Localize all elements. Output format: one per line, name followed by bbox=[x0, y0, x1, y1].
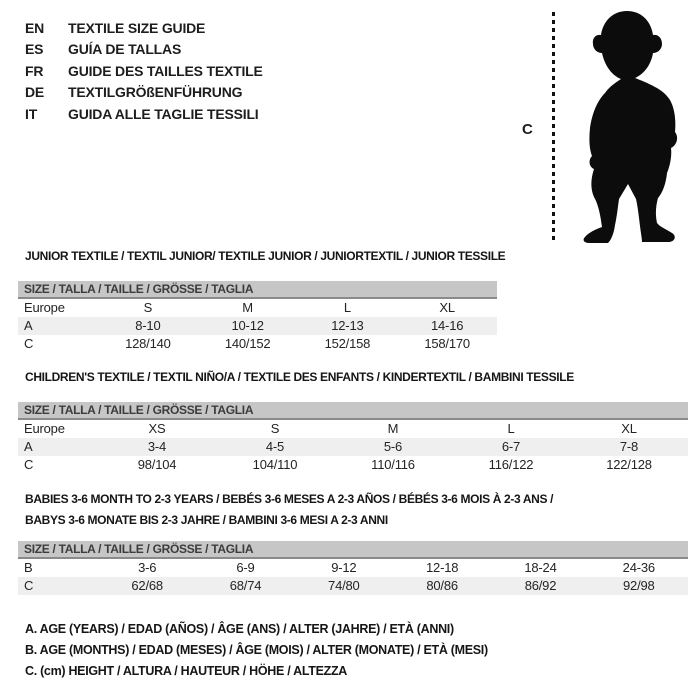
size-cell: 12-13 bbox=[331, 318, 364, 333]
table-row-height bbox=[18, 577, 688, 595]
size-cell: 68/74 bbox=[229, 578, 262, 593]
babies-textile-title bbox=[18, 489, 688, 531]
size-cell: L bbox=[507, 421, 515, 436]
junior-textile-title: JUNIOR TEXTILE / TEXTIL JUNIOR/ TEXTILE JUNIOR / JUNIORTEXTIL / JUNIOR TESSILE bbox=[25, 249, 506, 263]
size-cell: XL bbox=[621, 421, 637, 436]
height-measure-label: C bbox=[522, 121, 533, 138]
table-row-height bbox=[18, 456, 688, 474]
row-label: Europe bbox=[24, 300, 65, 315]
babies-title-line1: BABIES 3-6 MONTH TO 2-3 YEARS / BEBÉS 3-6 MESES A 2-3 AÑOS / BÉBÉS 3-6 MOIS À 2-3 ANS / bbox=[25, 492, 554, 506]
size-cell: 104/110 bbox=[252, 457, 298, 472]
footnote-age-months: B. AGE (MONTHS) / EDAD (MESES) / ÂGE (MOIS) / ALTER (MONATE) / ETÀ (MESI) bbox=[25, 643, 488, 657]
size-cell: L bbox=[343, 300, 351, 315]
lang-label: GUIDA ALLE TAGLIE TESSILI bbox=[68, 105, 259, 122]
junior-textile-section bbox=[18, 249, 506, 353]
size-cell: M bbox=[242, 300, 253, 315]
lang-row-it bbox=[25, 103, 263, 125]
row-label: C bbox=[24, 457, 34, 472]
size-cell: 140/152 bbox=[224, 336, 271, 351]
lang-row-fr bbox=[25, 60, 263, 82]
table-row-age-months bbox=[18, 559, 688, 577]
babies-title-line2: BABYS 3-6 MONATE BIS 2-3 JAHRE / BAMBINI 3-6 MESI A 2-3 ANNI bbox=[25, 513, 388, 527]
footnote-age-years: A. AGE (YEARS) / EDAD (AÑOS) / ÂGE (ANS) / ALTER (JAHRE) / ETÀ (ANNI) bbox=[25, 622, 454, 636]
row-label: C bbox=[24, 336, 34, 351]
size-cell: 86/92 bbox=[524, 578, 557, 593]
lang-row-en bbox=[25, 17, 263, 39]
lang-label: GUIDE DES TAILLES TEXTILE bbox=[68, 62, 263, 79]
size-cell: 152/158 bbox=[324, 336, 371, 351]
size-cell: 18-24 bbox=[524, 560, 557, 575]
size-cell: 128/140 bbox=[125, 336, 171, 351]
size-cell: S bbox=[270, 421, 280, 436]
size-cell: M bbox=[387, 421, 399, 436]
size-cell: 74/80 bbox=[328, 578, 360, 593]
childrens-textile-section bbox=[18, 370, 688, 474]
lang-label: GUÍA DE TALLAS bbox=[68, 41, 182, 58]
row-label: Europe bbox=[24, 421, 65, 436]
table-row-age-years bbox=[18, 438, 688, 456]
babies-textile-section bbox=[18, 489, 688, 595]
size-cell: 5-6 bbox=[383, 439, 403, 454]
lang-row-de bbox=[25, 82, 263, 104]
size-cell: 92/98 bbox=[623, 578, 655, 593]
row-label: A bbox=[24, 318, 33, 333]
size-header-band: SIZE / TALLA / TAILLE / GRÖSSE / TAGLIA bbox=[18, 541, 688, 559]
lang-code: DE bbox=[25, 84, 45, 101]
childrens-size-table bbox=[18, 402, 688, 474]
table-row-europe bbox=[18, 420, 688, 438]
size-cell: 62/68 bbox=[131, 578, 163, 593]
size-header-band: SIZE / TALLA / TAILLE / GRÖSSE / TAGLIA bbox=[18, 281, 497, 299]
size-cell: 110/116 bbox=[371, 457, 415, 472]
junior-size-table bbox=[18, 281, 497, 353]
size-cell: 80/86 bbox=[426, 578, 458, 593]
size-cell: 158/170 bbox=[424, 336, 470, 351]
size-header-band: SIZE / TALLA / TAILLE / GRÖSSE / TAGLIA bbox=[18, 402, 688, 420]
lang-code: ES bbox=[25, 41, 44, 58]
row-label: C bbox=[24, 578, 34, 593]
size-cell: 12-18 bbox=[426, 560, 459, 575]
size-cell: XL bbox=[439, 300, 455, 315]
size-cell: 3-6 bbox=[138, 560, 157, 575]
table-row-age-years bbox=[18, 317, 497, 335]
row-label: A bbox=[24, 439, 33, 454]
size-cell: 122/128 bbox=[606, 457, 652, 472]
size-cell: 98/104 bbox=[137, 457, 177, 472]
lang-code: IT bbox=[25, 105, 38, 122]
childrens-textile-title: CHILDREN'S TEXTILE / TEXTIL NIÑO/A / TEXTILE DES ENFANTS / KINDERTEXTIL / BAMBINI TESSILE bbox=[25, 370, 574, 384]
size-cell: 4-5 bbox=[265, 439, 285, 454]
table-row-height bbox=[18, 335, 497, 353]
size-cell: 14-16 bbox=[431, 318, 464, 333]
size-cell: 10-12 bbox=[231, 318, 264, 333]
footnote-height: C. (cm) HEIGHT / ALTURA / HAUTEUR / HÖHE / ALTEZZA bbox=[25, 664, 348, 678]
lang-label: TEXTILGRÖßENFÜHRUNG bbox=[68, 84, 243, 101]
size-cell: 7-8 bbox=[619, 439, 639, 454]
size-cell: 3-4 bbox=[147, 439, 167, 454]
size-cell: S bbox=[143, 300, 153, 315]
lang-code: EN bbox=[25, 19, 45, 36]
size-cell: 6-7 bbox=[501, 439, 521, 454]
language-list bbox=[25, 17, 263, 125]
size-cell: 116/122 bbox=[488, 457, 534, 472]
size-cell: 6-9 bbox=[236, 560, 255, 575]
lang-label: TEXTILE SIZE GUIDE bbox=[68, 19, 206, 36]
babies-size-table bbox=[18, 541, 688, 595]
height-measure-dotted-line bbox=[552, 12, 555, 243]
baby-silhouette-icon bbox=[556, 6, 696, 246]
lang-code: FR bbox=[25, 62, 44, 79]
footnotes bbox=[25, 619, 488, 682]
row-label: B bbox=[24, 560, 33, 575]
size-cell: 24-36 bbox=[622, 560, 655, 575]
table-row-europe bbox=[18, 299, 497, 317]
size-cell: 8-10 bbox=[135, 318, 161, 333]
lang-row-es bbox=[25, 39, 263, 61]
size-cell: 9-12 bbox=[331, 560, 357, 575]
size-cell: XS bbox=[148, 421, 166, 436]
